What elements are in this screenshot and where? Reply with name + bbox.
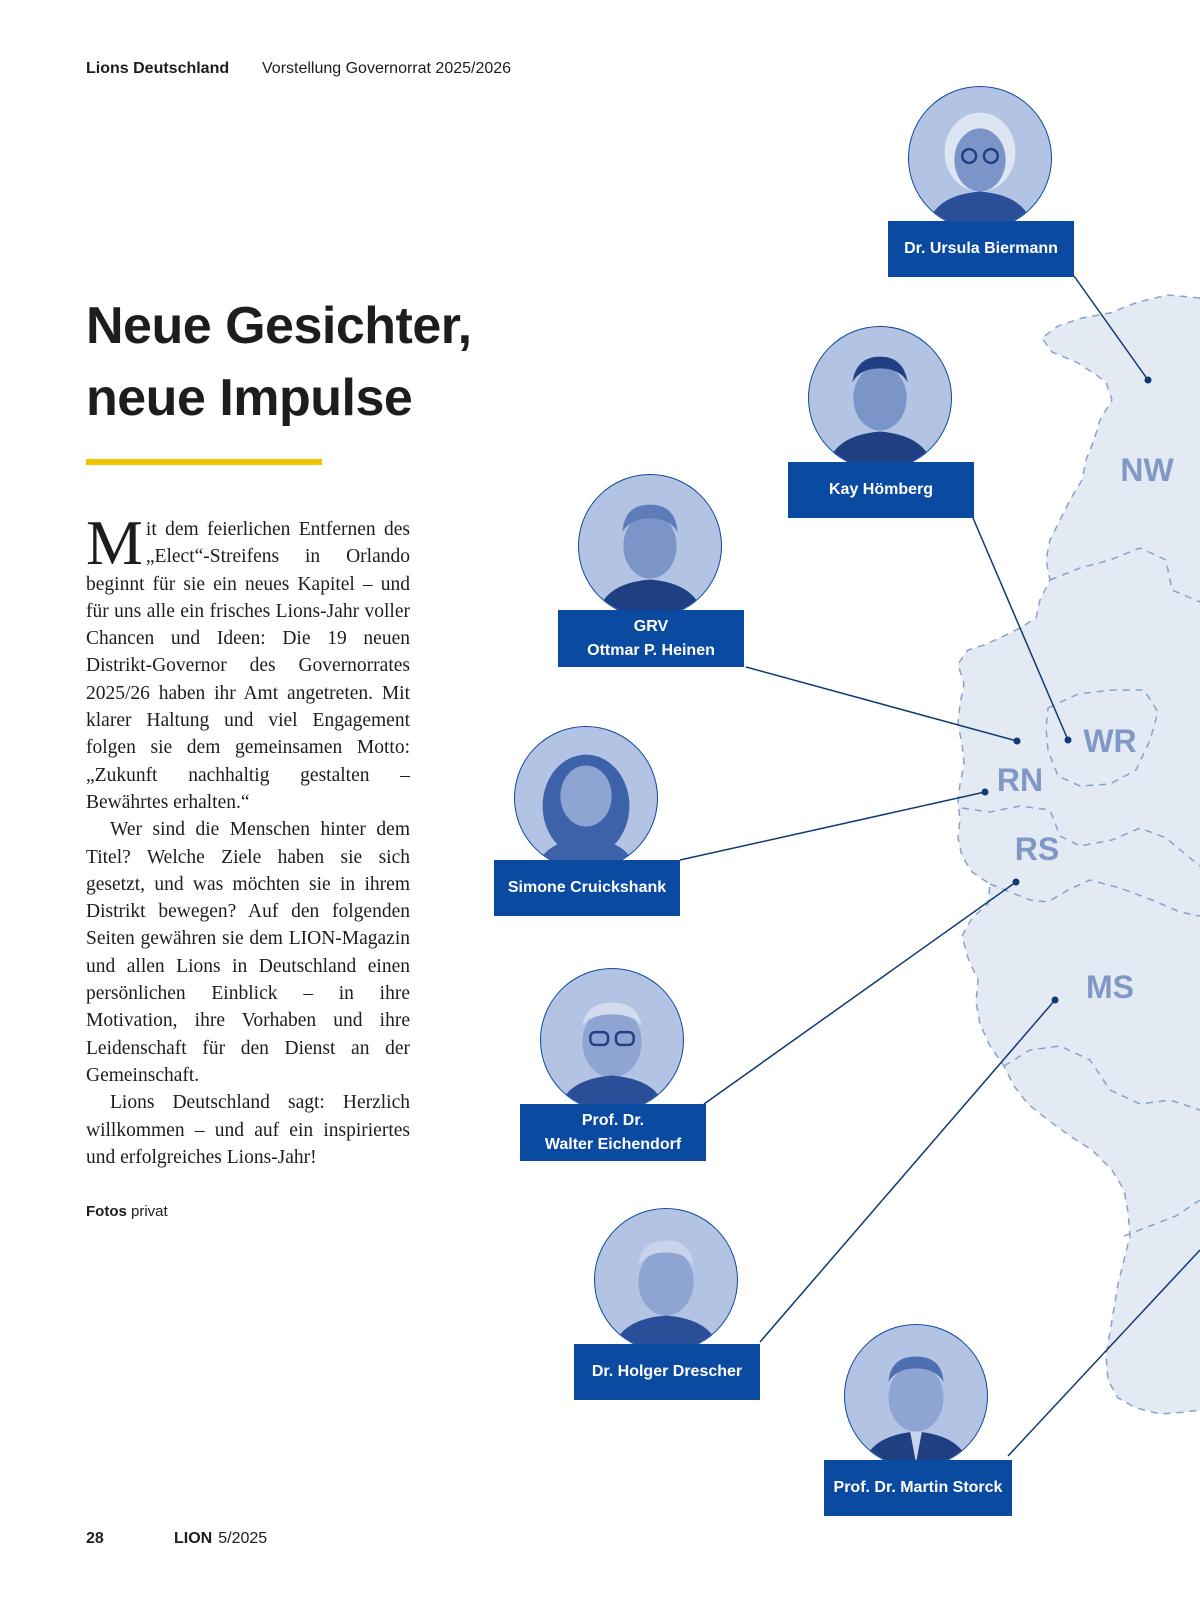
governor-name: Walter Eichendorf bbox=[544, 1135, 682, 1153]
paragraph-1 bbox=[86, 507, 410, 816]
district-code-rn: RN bbox=[996, 762, 1044, 798]
district-code-wr: WR bbox=[1083, 723, 1137, 759]
governor-name: Prof. Dr. Martin Storck bbox=[833, 1479, 1003, 1496]
paragraph-2: Wer sind die Menschen hinter dem Titel? Welche Ziele haben sie sich gesetzt, und was möchten sie in ihrem Distrikt bewegen? Auf den folgenden Seiten gewähren sie dem LION-Magazin und allen Lions in Deutschland einen persönlichen Einblick – in ihre Motivation, ihre Vorhaben und ihre Leidenschaft für den Dienst an der Gemeinschaft. bbox=[86, 819, 410, 1086]
governor-name: Simone Cruickshank bbox=[507, 879, 667, 896]
credit-value: privat bbox=[131, 1203, 168, 1220]
governor-label-drescher bbox=[574, 1344, 760, 1400]
governor-title: GRV bbox=[633, 617, 669, 635]
governor-label-biermann bbox=[888, 221, 1074, 277]
connector-drescher bbox=[760, 1000, 1055, 1342]
article-body bbox=[86, 507, 410, 1171]
magazine-name: LION bbox=[174, 1530, 213, 1547]
governor-label-eichendorf bbox=[520, 1104, 706, 1161]
portrait-man-icon bbox=[578, 474, 722, 618]
governor-label-heinen bbox=[558, 610, 744, 667]
connector-eichendorf bbox=[704, 882, 1016, 1104]
title-line-1: Neue Gesichter, bbox=[86, 297, 472, 355]
governor-label-cruickshank bbox=[494, 860, 680, 916]
district-code-rs: RS bbox=[1014, 831, 1060, 867]
portrait-man-icon bbox=[594, 1208, 738, 1352]
portrait-woman-glasses-icon bbox=[908, 86, 1052, 230]
governor-name: Kay Hömberg bbox=[828, 481, 934, 498]
credit-label: Fotos bbox=[86, 1203, 127, 1220]
district-code-nw: NW bbox=[1120, 452, 1174, 488]
issue-number: 5/2025 bbox=[218, 1530, 268, 1547]
header-section: Vorstellung Governorrat 2025/2026 bbox=[262, 60, 512, 77]
running-header bbox=[86, 60, 512, 78]
portrait-man-glasses-icon bbox=[540, 968, 684, 1112]
governor-name: Dr. Holger Drescher bbox=[591, 1363, 743, 1380]
district-code-ms: MS bbox=[1086, 969, 1134, 1005]
governor-label-hoemberg bbox=[788, 462, 974, 518]
page-number: 28 bbox=[86, 1530, 104, 1547]
magazine-issue bbox=[174, 1530, 267, 1548]
photo-credit bbox=[86, 1203, 168, 1220]
title-line-2: neue Impulse bbox=[86, 369, 413, 427]
governor-name: Ottmar P. Heinen bbox=[587, 641, 715, 659]
portrait-man-tie-icon bbox=[844, 1324, 988, 1468]
portrait-woman-icon bbox=[514, 726, 658, 870]
portrait-man-icon bbox=[808, 326, 952, 470]
article-title bbox=[86, 290, 546, 434]
dropcap: M bbox=[86, 507, 143, 578]
paragraph-3: Lions Deutschland sagt: Herzlich willkommen – und auf ein inspiriertes und erfolgreiches Lions-Jahr! bbox=[86, 1092, 410, 1168]
governor-label-storck bbox=[824, 1460, 1012, 1516]
governor-title: Prof. Dr. bbox=[581, 1111, 645, 1129]
connector-cruickshank bbox=[680, 792, 985, 860]
paragraph-1-text: it dem feierlichen Entfernen des „Elect“-Streifens in Orlando beginnt für sie ein neues Kapitel – und für uns alle ein frisches Lions-Jahr voller Chancen und Ideen: Die 19 neuen Distrikt-Governor des Governorrates 2025/26 haben ihr Amt angetreten. Mit klarer Haltung und viel Engagement folgen sie dem gemeinsamen Motto: „Zukunft nachhaltig gestalten – Bewährtes erhalten.“ bbox=[86, 519, 410, 813]
header-brand: Lions Deutschland bbox=[86, 60, 230, 77]
governor-name: Dr. Ursula Biermann bbox=[904, 240, 1058, 257]
title-accent-rule bbox=[86, 459, 322, 465]
